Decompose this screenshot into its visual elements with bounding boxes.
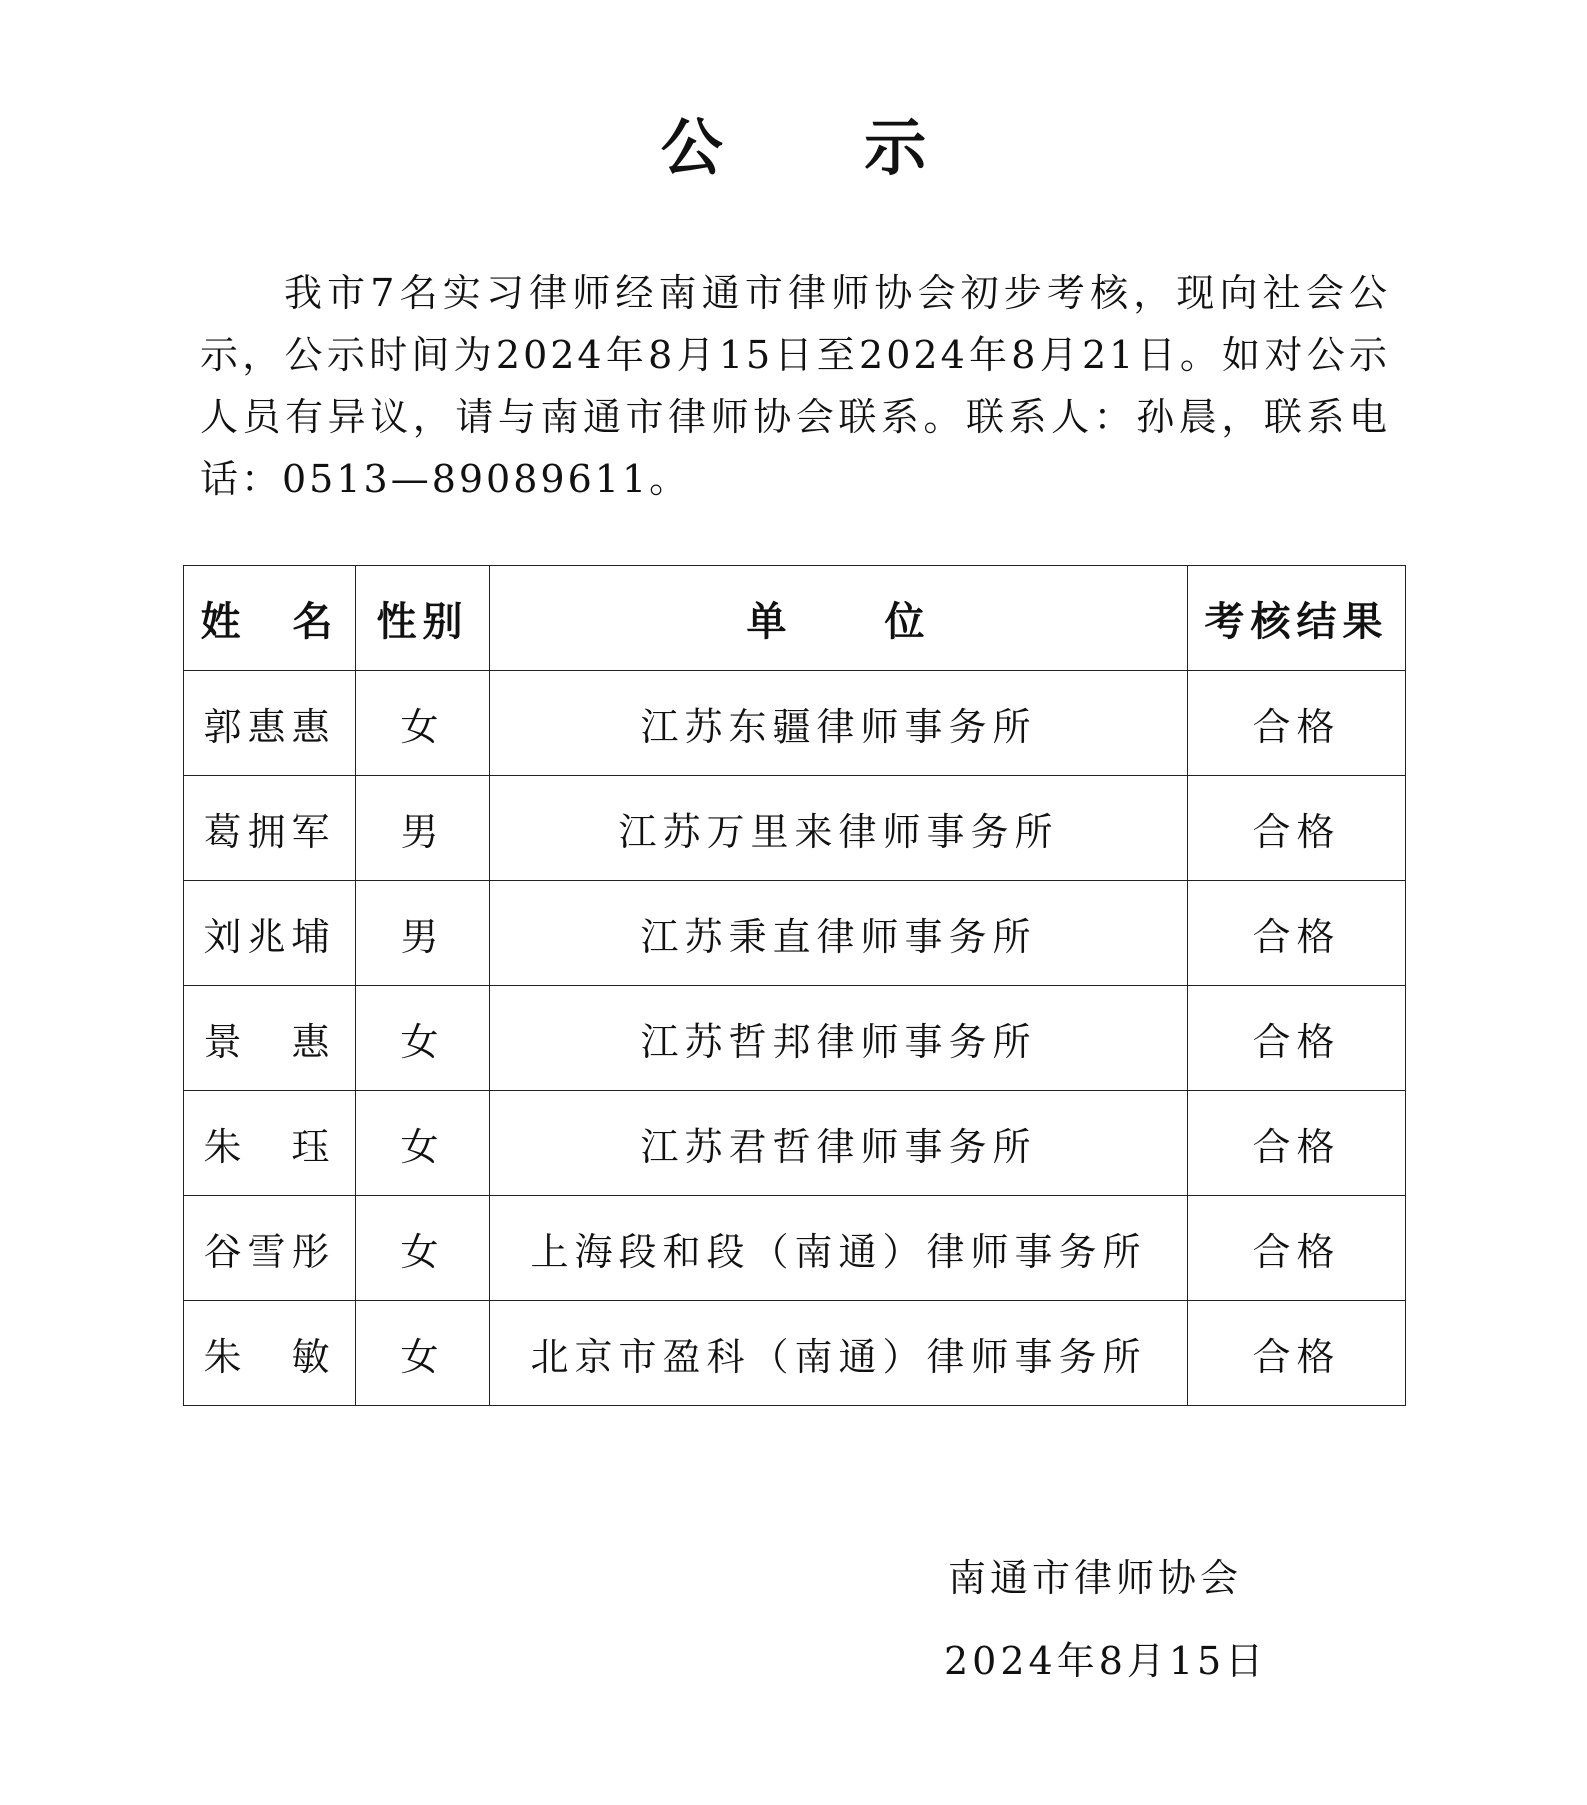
cell-result: 合格 <box>1188 1091 1406 1196</box>
cell-organization: 上海段和段（南通）律师事务所 <box>490 1196 1188 1301</box>
cell-gender: 女 <box>356 671 490 776</box>
cell-result: 合格 <box>1188 1301 1406 1406</box>
document-title: 公 示 <box>660 111 987 184</box>
cell-name: 景 惠 <box>184 986 356 1091</box>
header-gender: 性别 <box>356 566 490 671</box>
notice-paragraph: 我市7名实习律师经南通市律师协会初步考核，现向社会公示，公示时间为2024年8月15日至2024年8月21日。如对公示人员有异议，请与南通市律师协会联系。联系人：孙晨，联系电话：0513—89089611。 <box>200 271 1390 501</box>
roster-table <box>183 565 1406 1406</box>
cell-gender: 女 <box>356 1091 490 1196</box>
header-name: 姓 名 <box>184 566 356 671</box>
cell-organization: 北京市盈科（南通）律师事务所 <box>490 1301 1188 1406</box>
cell-name: 葛拥军 <box>184 776 356 881</box>
table-row <box>184 671 1406 776</box>
header-organization: 单 位 <box>490 566 1188 671</box>
cell-organization: 江苏东疆律师事务所 <box>490 671 1188 776</box>
cell-organization: 江苏秉直律师事务所 <box>490 881 1188 986</box>
table-row <box>184 1301 1406 1406</box>
cell-name: 谷雪彤 <box>184 1196 356 1301</box>
cell-result: 合格 <box>1188 1196 1406 1301</box>
cell-organization: 江苏万里来律师事务所 <box>490 776 1188 881</box>
table-row <box>184 1196 1406 1301</box>
cell-gender: 女 <box>356 1196 490 1301</box>
table-row <box>184 986 1406 1091</box>
cell-result: 合格 <box>1188 881 1406 986</box>
cell-organization: 江苏哲邦律师事务所 <box>490 986 1188 1091</box>
cell-result: 合格 <box>1188 986 1406 1091</box>
table-header-row <box>184 566 1406 671</box>
cell-name: 刘兆埔 <box>184 881 356 986</box>
signature-date: 2024年8月15日 <box>944 1639 1268 1683</box>
cell-name: 郭惠惠 <box>184 671 356 776</box>
signature-organization: 南通市律师协会 <box>948 1556 1243 1600</box>
cell-name: 朱 敏 <box>184 1301 356 1406</box>
table-row <box>184 1091 1406 1196</box>
cell-result: 合格 <box>1188 671 1406 776</box>
cell-name: 朱 珏 <box>184 1091 356 1196</box>
cell-organization: 江苏君哲律师事务所 <box>490 1091 1188 1196</box>
table-row <box>184 881 1406 986</box>
cell-gender: 男 <box>356 776 490 881</box>
cell-gender: 女 <box>356 1301 490 1406</box>
cell-gender: 男 <box>356 881 490 986</box>
header-result: 考核结果 <box>1188 566 1406 671</box>
cell-gender: 女 <box>356 986 490 1091</box>
table-row <box>184 776 1406 881</box>
cell-result: 合格 <box>1188 776 1406 881</box>
